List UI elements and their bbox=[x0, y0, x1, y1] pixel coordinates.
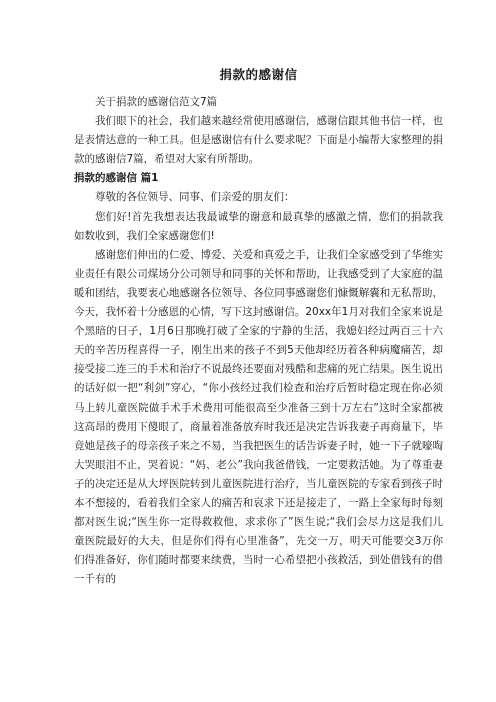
body-paragraph: 感谢您们伸出的仁爱、博爱、关爱和真爱之手，让我们全家感受到了华维实业责任有限公司煤场分公司领导和同事的关怀和帮助，让我感受到了大家庭的温暖和团结，我要衷心地感谢各位领导、各位同事感谢您们慷慨解囊和无私帮助，今天，我怀着十分感恩的心情，写下这封感谢信。20xx年1月对我们全家来说是个黑暗的日子，1月6日那晚打破了全家的宁静的生活，我媳妇经过两百三十六天的辛苦历程喜得一子，刚生出来的孩子不到5天他却经历着各种病魔痛苦，却接受接二连三的手术和治疗不说最终还要面对残酷和悲痛的死亡结果。医生说出的话好似一把“利剑”穿心，“你小孩经过我们检查和治疗后暂时稳定现在你必须马上转儿童医院做手术手术费用可能很高至少准备三到十万左右”这时全家都被这高昂的费用下傻眼了，商量着准备放弃时我还是决定告诉我妻子再商量下，毕竟她是孩子的母亲孩子来之不易，当我把医生的话告诉妻子时，她一下子就嚎啕大哭眼泪不止，哭着说：“妈、老公”我向我爸借钱，一定要救活她。为了尊重妻子的决定还是从大坪医院转到儿童医院进行治疗，当儿童医院的专家看到孩子时本不想接的，看着我们全家人的痛苦和哀求下还是接走了，一路上全家每时每刻都对医生说;“医生你一定得救救他，求求你了”医生说;“我们会尽力这是我们儿童医院最好的大夫，但是你们得有心里准备”，先交一万，明天可能要交3万你们得准备好，你们随时都要来续费，当时一心希望把小孩救活，到处借钱有的借一千有的 bbox=[74, 248, 443, 586]
salutation-paragraph: 尊敬的各位领导、同事、们亲爱的朋友们： bbox=[95, 191, 295, 204]
intro-paragraph: 我们眼下的社会，我们越来越经常使用感谢信，感谢信跟其他书信一样，也是表情达意的一种工具。但是感谢信有什么要求呢？下面是小编帮大家整理的捐款的感谢信7篇，希望对大家有所帮助。 bbox=[74, 115, 443, 166]
document-content bbox=[74, 93, 443, 589]
intro-paragraph: 关于捐款的感谢信范文7篇 bbox=[95, 96, 218, 108]
body-paragraph: 您们好!首先我想表达我最诚挚的谢意和最真挚的感激之情，您们的捐款我如数收到，我们全家感谢您们! bbox=[74, 210, 443, 242]
document-title: 捐款的感谢信 bbox=[219, 67, 298, 82]
section-heading: 捐款的感谢信 篇1 bbox=[74, 172, 159, 185]
